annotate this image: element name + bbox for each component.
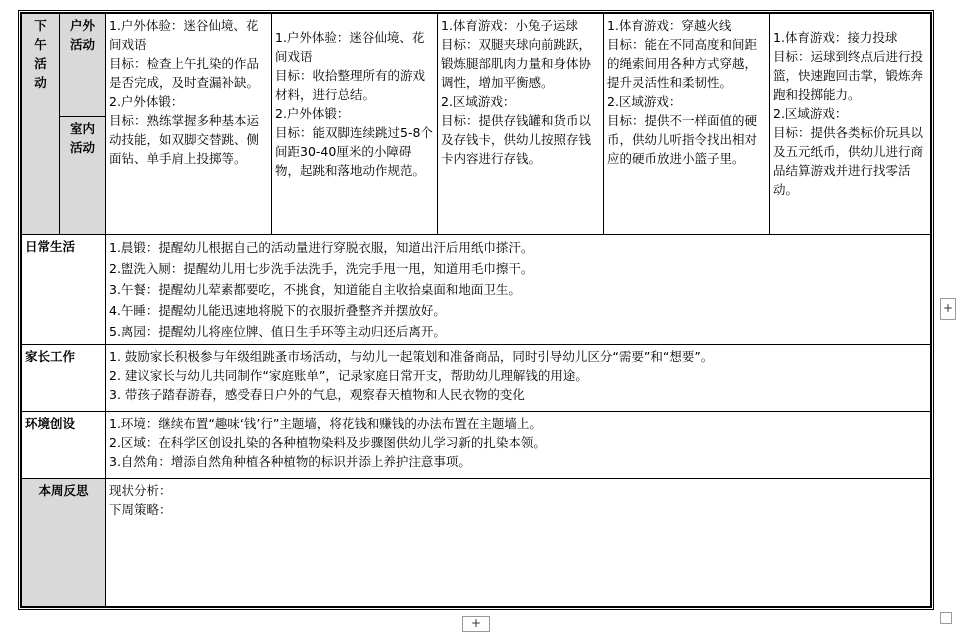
reflection-content[interactable] [106,479,931,607]
list-item: 1.晨锻：提醒幼儿根据自己的活动量进行穿脱衣服，知道出汗后用纸巾搽汗。 [109,240,534,255]
list-item: 4.午睡：提醒幼儿能迅速地将脱下的衣服折叠整齐并摆放好。 [109,303,446,318]
weekly-plan-table [21,13,931,607]
next-week-strategy-field[interactable]: 下周策略： [109,502,172,517]
add-row-button[interactable]: + [462,616,490,632]
list-item: 3.自然角：增添自然角种植各种植物的标识并添上养护注意事项。 [109,454,471,469]
parents-content [106,345,931,412]
parents-label: 家长工作 [22,345,106,412]
list-item: 3. 带孩子踏春游春，感受春日户外的气息，观察春天植物和人民衣物的变化 [109,387,525,402]
afternoon-label: 下午活动 [22,14,60,235]
environment-label: 环境创设 [22,412,106,479]
status-analysis-field[interactable]: 现状分析： [109,483,172,498]
list-item: 5.离园：提醒幼儿将座位牌、值日生手环等主动归还后离开。 [109,324,446,339]
table-resize-handle[interactable] [940,612,952,624]
afternoon-col-5: 1.体育游戏：接力投球 目标：运球到终点后进行投篮，快速跑回击掌，锻炼奔跑和投掷能力。 2.区域游戏： 目标：提供各类标价玩具以及五元纸币，供幼儿进行商品结算游戏并进行找零活动。 [770,14,931,235]
plan-table-frame [18,10,934,610]
reflection-label: 本周反思 [22,479,106,607]
list-item: 2.盥洗入厕：提醒幼儿用七步洗手法洗手，洗完手甩一甩，知道用毛巾擦干。 [109,261,534,276]
list-item: 2.区域：在科学区创设扎染的各种植物染料及步骤图供幼儿学习新的扎染本领。 [109,435,546,450]
afternoon-col-2: 1.户外体验：迷谷仙境、花间戏语 目标：收拾整理所有的游戏材料，进行总结。 2.户外体锻： 目标：能双脚连续跳过5-8个间距30-40厘米的小障碍物，起跳和落地动作规范。 [272,14,438,235]
list-item: 1. 鼓励家长积极参与年级组跳蚤市场活动，与幼儿一起策划和准备商品，同时引导幼儿区分“需要”和“想要”。 [109,349,714,364]
list-item: 2. 建议家长与幼儿共同制作“家庭账单”，记录家庭日常开支，帮助幼儿理解钱的用途。 [109,368,588,383]
daily-life-content [106,235,931,345]
afternoon-col-3: 1.体育游戏：小兔子运球 目标：双腿夹球向前跳跃，锻炼腿部肌肉力量和身体协调性，增加平衡感。 2.区域游戏： 目标：提供存钱罐和货币以及存钱卡，供幼儿按照存钱卡内容进行存钱。 [438,14,604,235]
environment-content [106,412,931,479]
afternoon-col-4: 1.体育游戏：穿越火线 目标：能在不同高度和间距的绳索间用各种方式穿越，提升灵活性和柔韧性。 2.区域游戏： 目标：提供不一样面值的硬币，供幼儿听指令找出相对应的硬币放进小篮子里。 [604,14,770,235]
list-item: 1.环境：继续布置“趣味‘钱’行”主题墙，将花钱和赚钱的办法布置在主题墙上。 [109,416,542,431]
daily-life-label: 日常生活 [22,235,106,345]
afternoon-col-1: 1.户外体验：迷谷仙境、花间戏语 目标：检查上午扎染的作品是否完成，及时查漏补缺。 2.户外体锻： 目标：熟练掌握多种基本运动技能，如双脚交替跳、侧面钻、单手肩上投掷等。 [106,14,272,235]
outdoor-label: 户外活动 [60,14,106,117]
indoor-label: 室内活动 [60,117,106,235]
list-item: 3.午餐：提醒幼儿荤素都要吃，不挑食，知道能自主收拾桌面和地面卫生。 [109,282,521,297]
add-column-button[interactable]: + [940,298,956,320]
